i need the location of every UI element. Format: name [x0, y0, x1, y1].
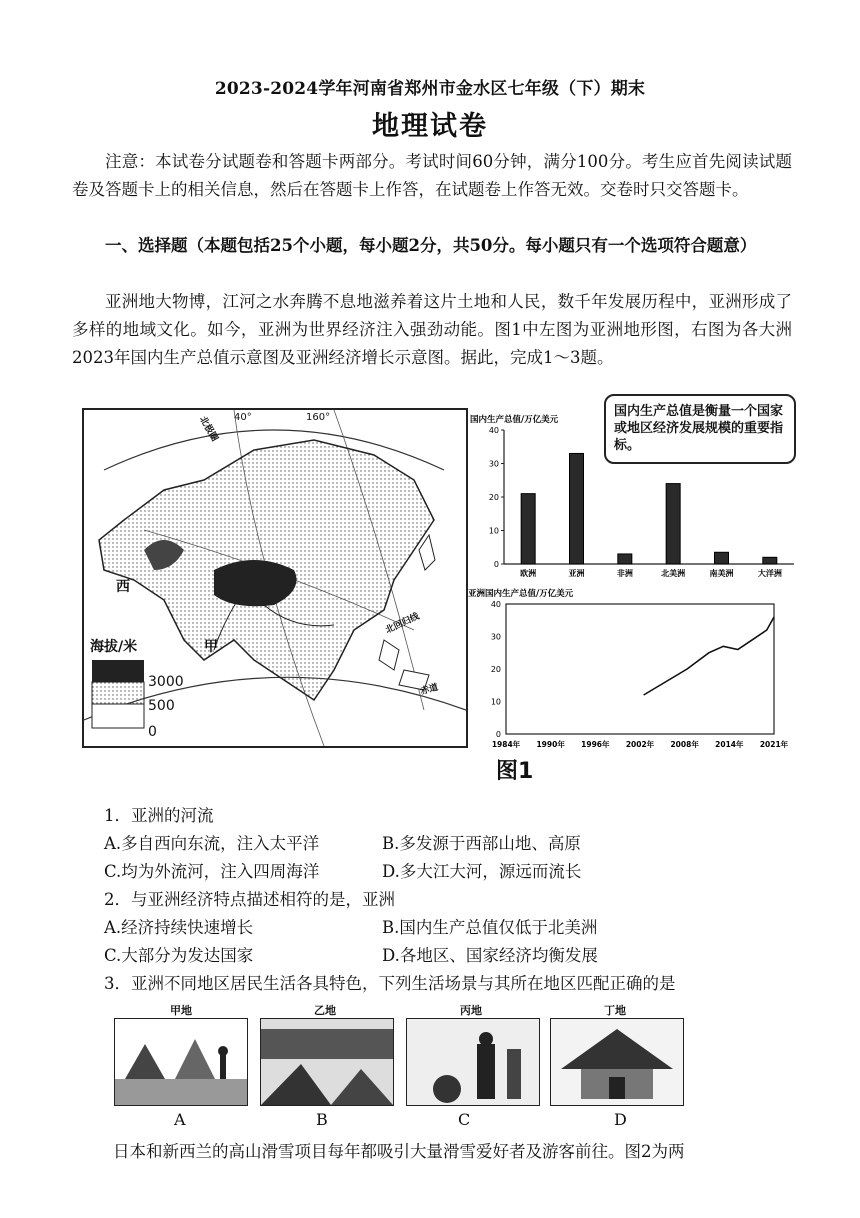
question-2-option-a: A.经济持续快速增长 [104, 918, 254, 937]
line-chart-xtick-label: 1990年 [536, 740, 565, 749]
bar-category-label: 大洋洲 [757, 569, 782, 578]
scene-letter-b: B [316, 1110, 328, 1129]
bar-3 [618, 554, 632, 564]
bar-chart-ytick-label: 0 [493, 560, 499, 569]
scene-caption-bing: 丙地 [460, 1004, 482, 1017]
section-heading: 一、选择题（本题包括25个小题，每小题2分，共50分。每小题只有一个选项符合题意） [105, 236, 757, 255]
line-chart-xtick-label: 1984年 [491, 740, 521, 749]
gdp-charts [464, 400, 804, 756]
scene-picture-b [260, 1018, 394, 1106]
map-arctic-circle: 北极圈 [197, 415, 220, 444]
line-chart-ytick-label: 30 [490, 632, 501, 642]
question-2-stem: 2．与亚洲经济特点描述相符的是，亚洲 [104, 890, 395, 909]
next-intro-paragraph: 日本和新西兰的高山滑雪项目每年都吸引大量滑雪爱好者及游客前往。图2为两 [113, 1142, 685, 1161]
gdp-callout: 国内生产总值是衡量一个国家或地区经济发展规模的重要指标。 [604, 394, 796, 464]
question-1-option-b: B.多发源于西部山地、高原 [382, 834, 581, 853]
question-1-option-a: A.多自西向东流，注入太平洋 [104, 834, 320, 853]
line-chart-ytick-label: 10 [490, 697, 501, 707]
bar-2 [570, 453, 584, 564]
question-2-option-c: C.大部分为发达国家 [104, 946, 254, 965]
bar-category-label: 欧洲 [520, 569, 537, 578]
question-1-option-c: C.均为外流河，注入四周海洋 [104, 862, 320, 881]
bar-chart-ytick-label: 30 [488, 459, 499, 469]
figure-label: 图1 [496, 759, 534, 784]
bar-category-label: 亚洲 [568, 569, 585, 578]
scene-d-drawing [551, 1019, 683, 1105]
map-tropic-of-cancer: 北回归线 [384, 611, 422, 637]
map-lon-40: 40° [234, 412, 252, 423]
question-2-option-b: B.国内生产总值仅低于北美洲 [382, 918, 598, 937]
scene-picture-d [550, 1018, 684, 1106]
line-chart-ytick-label: 40 [490, 600, 501, 609]
line-chart-xtick-label: 2021年 [759, 740, 789, 749]
line-chart-xtick-label: 2014年 [715, 740, 744, 749]
scene-caption-yi: 乙地 [314, 1004, 336, 1017]
bar-category-label: 非洲 [616, 569, 633, 578]
notice-paragraph: 注意：本试卷分试题卷和答题卡两部分。考试时间60分钟，满分100分。考生应首先阅读试题卷及答题卡上的相关信息，然后在答题卡上作答，在试题卷上作答无效。交卷时只交答题卡。 [72, 152, 792, 199]
map-drawing [84, 410, 466, 746]
scene-picture-c [406, 1018, 540, 1106]
scene-c-drawing [407, 1019, 539, 1105]
scene-caption-ding: 丁地 [604, 1004, 626, 1017]
legend-level-500: 500 [148, 698, 175, 714]
scene-caption-jia: 甲地 [170, 1004, 192, 1017]
line-chart-ylabel: 亚洲国内生产总值/万亿美元 [468, 589, 574, 599]
question-1-option-d: D.多大江大河，源远而流长 [382, 862, 582, 881]
line-chart-ytick-label: 0 [495, 730, 501, 739]
map-equator: 赤道 [419, 682, 440, 698]
legend-level-0: 0 [148, 724, 157, 740]
question-2-option-d: D.各地区、国家经济均衡发展 [382, 946, 598, 965]
exam-title-line1: 2023-2024学年河南省郑州市金水区七年级（下）期末 [214, 79, 646, 99]
bar-6 [763, 557, 777, 564]
asia-gdp-line [644, 617, 774, 695]
line-chart-xtick-label: 2002年 [625, 740, 655, 749]
map-lon-160: 160° [306, 412, 331, 423]
line-chart-frame [506, 604, 774, 734]
bar-5 [715, 552, 729, 564]
map-label-xi: 西 [116, 579, 130, 595]
legend-level-3000: 3000 [148, 674, 184, 690]
line-chart-xtick-label: 1996年 [581, 740, 610, 749]
question-3-stem: 3．亚洲不同地区居民生活各具特色，下列生活场景与其所在地区匹配正确的是 [104, 974, 676, 993]
scene-picture-a [114, 1018, 248, 1106]
scene-letter-a: A [174, 1110, 186, 1129]
scene-letter-d: D [614, 1110, 627, 1129]
scene-b-drawing [261, 1019, 393, 1105]
bar-chart-ytick-label: 40 [488, 426, 499, 435]
line-chart-xtick-label: 2008年 [670, 740, 699, 749]
bar-category-label: 南美洲 [709, 569, 734, 578]
scene-a-drawing [115, 1019, 247, 1105]
bar-category-label: 北美洲 [661, 569, 686, 578]
bar-chart-ylabel: 国内生产总值/万亿美元 [470, 415, 559, 425]
bar-chart-ytick-label: 10 [488, 526, 499, 536]
asia-topographic-map [82, 408, 468, 748]
line-chart-ytick-label: 20 [490, 665, 501, 674]
map-legend-title: 海拔/米 [88, 636, 139, 656]
bar-4 [666, 484, 680, 564]
question-1-stem: 1．亚洲的河流 [104, 806, 214, 825]
intro-paragraph: 亚洲地大物博，江河之水奔腾不息地滋养着这片土地和人民，数千年发展历程中，亚洲形成了多样的地域文化。如今，亚洲为世界经济注入强劲动能。图1中左图为亚洲地形图，右图为各大洲2023年国内生产总值示意图及亚洲经济增长示意图。据此，完成1～3题。 [72, 292, 792, 367]
map-label-jia: 甲 [204, 639, 218, 655]
scene-letter-c: C [458, 1110, 471, 1129]
bar-chart-ytick-label: 20 [488, 493, 499, 502]
bar-1 [521, 494, 535, 564]
exam-title-line2: 地理试卷 [372, 111, 488, 142]
